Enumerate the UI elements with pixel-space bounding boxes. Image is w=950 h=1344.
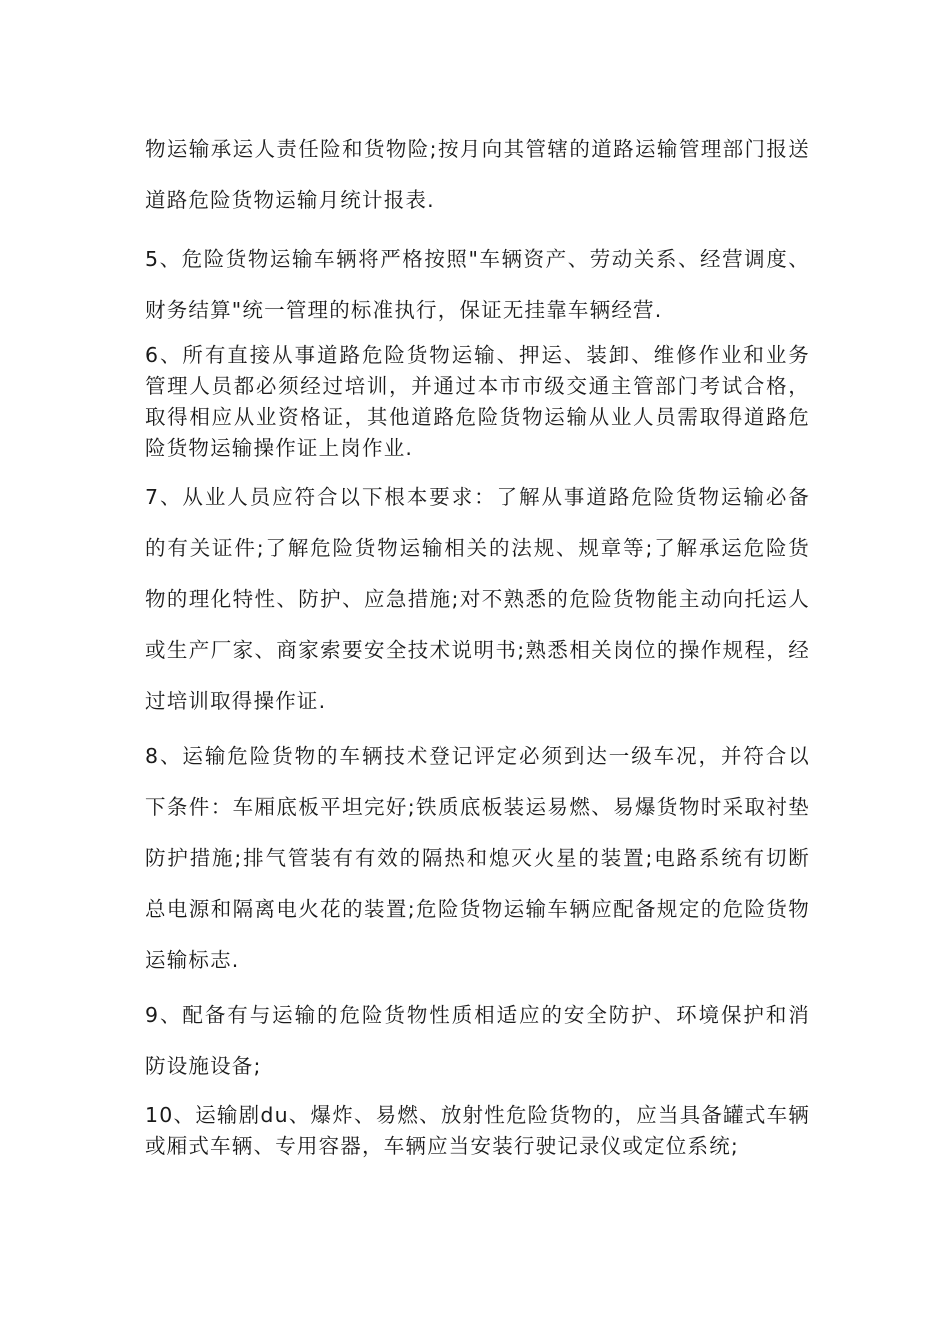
paragraph-continued: 物运输承运人责任险和货物险;按月向其管辖的道路运输管理部门报送道路危险货物运输月统计报表. [145, 137, 810, 212]
paragraph-item-6: 6、所有直接从事道路危险货物运输、押运、装卸、维修作业和业务管理人员都必须经过培训，并通过本市市级交通主管部门考试合格，取得相应从业资格证，其他道路危险货物运输从业人员需取得道路危险货物运输操作证上岗作业. [145, 343, 810, 460]
document-body [145, 124, 810, 1162]
paragraph-item-7: 7、从业人员应符合以下根本要求：了解从事道路危险货物运输必备的有关证件;了解危险货物运输相关的法规、规章等;了解承运危险货物的理化特性、防护、应急措施;对不熟悉的危险货物能主动向托运人或生产厂家、商家索要安全技术说明书;熟悉相关岗位的操作规程，经过培训取得操作证. [145, 485, 810, 713]
paragraph-item-8: 8、运输危险货物的车辆技术登记评定必须到达一级车况，并符合以下条件：车厢底板平坦完好;铁质底板装运易燃、易爆货物时采取衬垫防护措施;排气管装有有效的隔热和熄灭火星的装置;电路系统有切断总电源和隔离电火花的装置;危险货物运输车辆应配备规定的危险货物运输标志. [145, 744, 810, 972]
paragraph-item-9: 9、配备有与运输的危险货物性质相适应的安全防护、环境保护和消防设施设备; [145, 1003, 810, 1078]
paragraph-item-5: 5、危险货物运输车辆将严格按照"车辆资产、劳动关系、经营调度、财务结算"统一管理的标准执行，保证无挂靠车辆经营. [145, 247, 810, 322]
paragraph-item-10: 10、运输剧du、爆炸、易燃、放射性危险货物的，应当具备罐式车辆或厢式车辆、专用容器，车辆应当安装行驶记录仪或定位系统; [145, 1103, 810, 1158]
